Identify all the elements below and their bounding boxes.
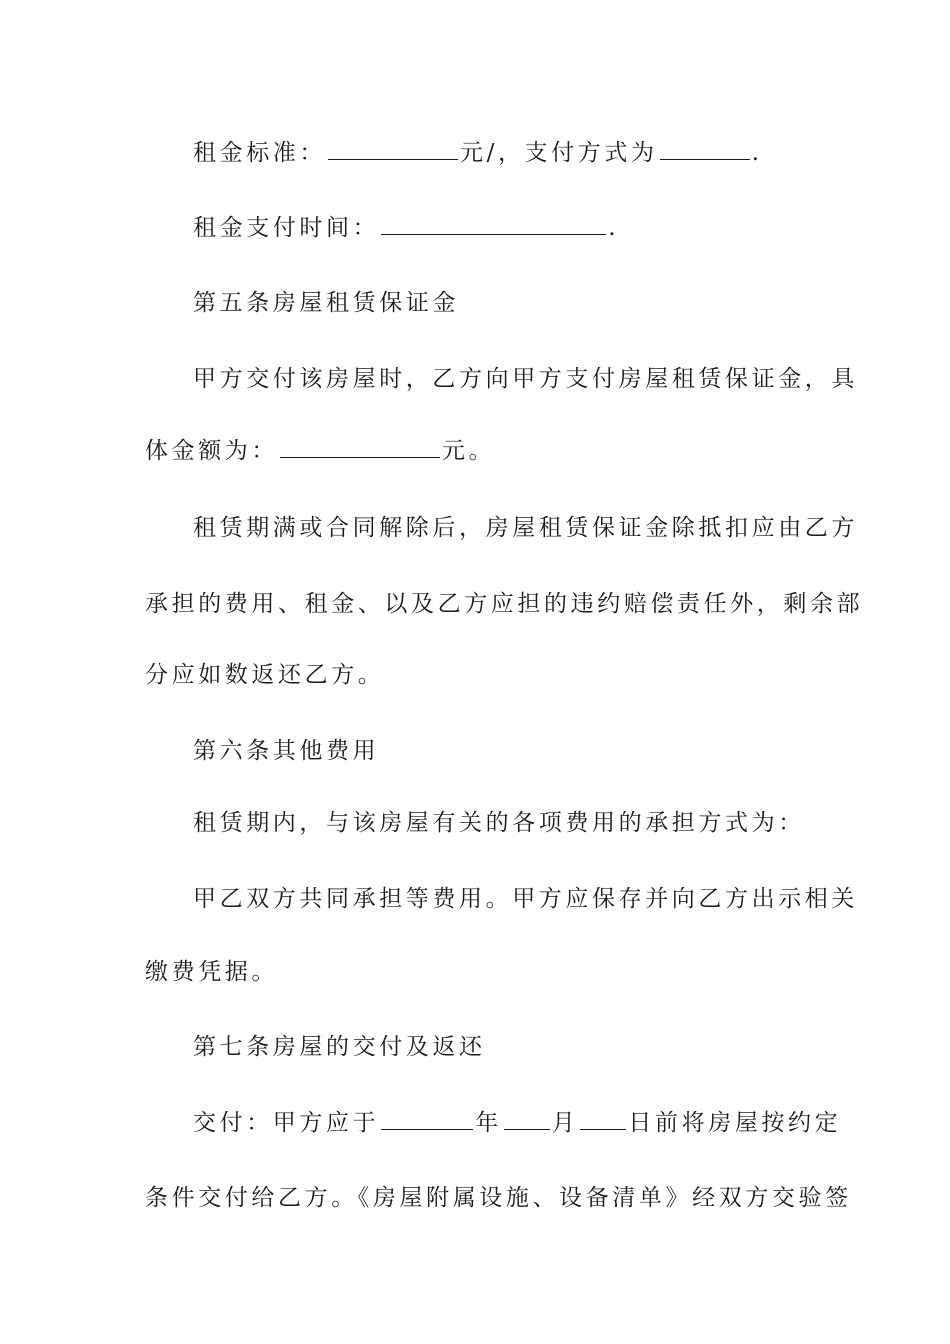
- article5-p1-line1: 甲方交付该房屋时，乙方向甲方支付房屋租赁保证金，具: [193, 366, 858, 392]
- deposit-unit: 元。: [442, 438, 496, 464]
- delivery-line: [193, 1108, 841, 1138]
- rent-amount-blank: [328, 139, 458, 160]
- article5-p1-line2: [145, 436, 495, 466]
- rent-standard-label: 租金标准：: [193, 140, 326, 166]
- delivery-year-blank: [381, 1109, 473, 1130]
- article5-p2-line1: 租赁期满或合同解除后，房屋租赁保证金除抵扣应由乙方: [193, 515, 858, 541]
- article6-p1: 租赁期内，与该房屋有关的各项费用的承担方式为：: [193, 810, 805, 836]
- article7-title: 第七条房屋的交付及返还: [193, 1034, 486, 1060]
- article6-p2-line1: 甲乙双方共同承担等费用。甲方应保存并向乙方出示相关: [193, 886, 858, 912]
- delivery-label: 交付：甲方应于: [193, 1110, 380, 1136]
- rent-standard-end: .: [751, 140, 763, 166]
- rent-standard-line: [193, 138, 762, 168]
- delivery-day-blank: [580, 1109, 626, 1130]
- delivery-day-text: 日前将房屋按约定: [628, 1110, 842, 1136]
- article5-title: 第五条房屋租赁保证金: [193, 290, 459, 316]
- rent-standard-unit: 元/，支付方式为: [460, 140, 658, 166]
- delivery-month-blank: [504, 1109, 550, 1130]
- article5-p2-line3: 分应如数返还乙方。: [145, 662, 385, 688]
- deposit-amount-blank: [280, 437, 440, 458]
- deposit-label: 体金额为：: [145, 438, 278, 464]
- delivery-year: 年: [475, 1110, 502, 1136]
- rent-time-label: 租金支付时间：: [193, 215, 380, 241]
- delivery-month: 月: [551, 1110, 579, 1136]
- rent-time-line: [193, 213, 619, 243]
- article6-title: 第六条其他费用: [193, 738, 380, 764]
- rent-time-end: .: [608, 215, 620, 241]
- article5-p2-line2: 承担的费用、租金、以及乙方应担的违约赔偿责任外，剩余部: [145, 591, 864, 617]
- rent-time-blank: [381, 214, 606, 235]
- article7-line2: 条件交付给乙方。《房屋附属设施、设备清单》经双方交验签: [145, 1185, 852, 1211]
- article6-p2-line2: 缴费凭据。: [145, 959, 278, 985]
- payment-method-blank: [660, 139, 750, 160]
